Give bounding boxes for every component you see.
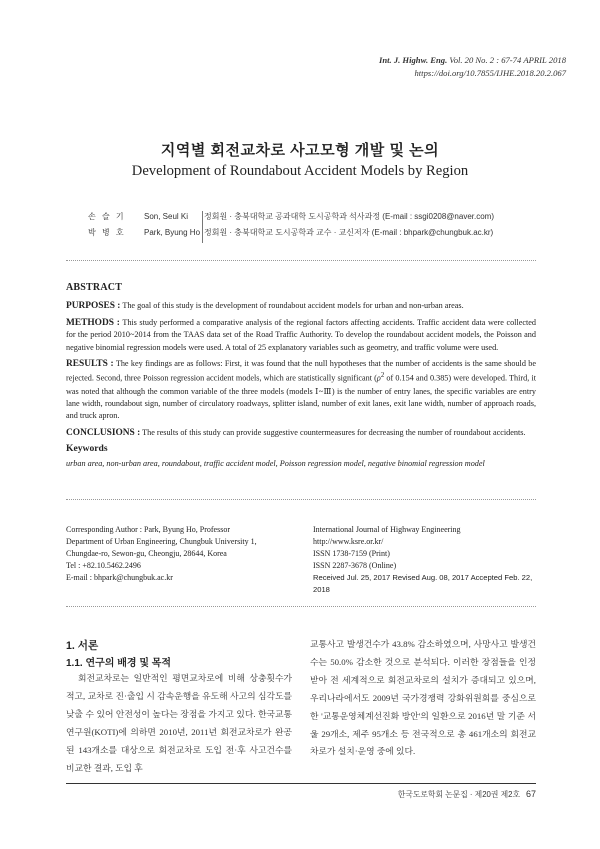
purposes-text: The goal of this study is the development of roundabout accident models for urban and non-urban areas. — [120, 301, 464, 311]
correspondence-line: Tel : +82.10.5462.2496 — [66, 561, 141, 571]
methods-label: METHODS : — [66, 317, 120, 328]
revised-label: Revised — [392, 573, 420, 583]
received-date: Jul. 25, 2017 — [346, 573, 391, 583]
author-name-korean: 손 슬 기 — [88, 212, 126, 221]
author-row-1 — [70, 210, 540, 224]
keywords-heading: Keywords — [66, 443, 108, 455]
correspondence-line: Department of Urban Engineering, Chungbuk University 1, — [66, 537, 257, 547]
keywords-list: urban area, non-urban area, roundabout, traffic accident model, Poisson regression model, negative binomial regression model — [66, 458, 485, 468]
rho-superscript: 2 — [380, 372, 385, 380]
author-name-korean: 박 병 호 — [88, 228, 126, 237]
abstract-heading: ABSTRACT — [66, 282, 123, 293]
author-name-english: Park, Byung Ho — [144, 228, 201, 237]
body-text-right-column: 교통사고 발생건수가 43.8% 감소하였으며, 사망사고 발생건수는 50.0% 감소한 것으로 분석되다. 이러한 장점들을 인정받아 전 세계적으로 회전교차로의 설치가 증대되고 있으며, 우리나라에서도 2009년 국가경쟁력 강화위원회를 중심으로 한 '교통운영체계선진화 방안'의 일환으로 2016년 말 기준 서울 29개소, 제주 95개소 등 전국적으로 총 461개소의 회전교차로가 설치·운영 중에 있다. — [310, 639, 536, 757]
rho-symbol: ρ — [376, 374, 381, 384]
conclusions-text: The results of this study can provide suggestive countermeasures for decreasing the number of roundabout accidents. — [140, 427, 526, 437]
author-row-2 — [70, 226, 540, 240]
page-footer — [398, 789, 536, 800]
author-affiliation: 정회원 · 충북대학교 공과대학 도시공학과 석사과정 (E-mail : ssgi0208@naver.com) — [204, 212, 495, 221]
subsection-heading: 1.1. 연구의 배경 및 목적 — [66, 658, 172, 669]
author-name-english: Son, Seul Ki — [144, 212, 189, 221]
correspondence-block — [66, 524, 306, 584]
conclusions-label: CONCLUSIONS : — [66, 427, 141, 438]
results-text-a: The key findings are as follows: First, it was found that the null hypotheses that the number of accidents is the same should be rejected. Second, three Poisson regression accident models, which are statistically significant ( — [66, 359, 536, 384]
journal-info-line: International Journal of Highway Engineering — [313, 525, 461, 534]
footer-rule — [66, 783, 536, 784]
journal-volume: Vol. 20 No. 2 : 67-74 — [449, 55, 522, 65]
abstract-conclusions — [66, 427, 536, 439]
purposes-label: PURPOSES : — [66, 301, 121, 312]
abstract-purposes — [66, 300, 536, 312]
abstract-methods — [66, 317, 536, 354]
author-affiliation: 정회원 · 충북대학교 도시공학과 교수 · 교신저자 (E-mail : bhpark@chungbuk.ac.kr) — [204, 228, 494, 237]
journal-info-line: ISSN 1738-7159 (Print) — [313, 549, 390, 559]
page-number: 67 — [525, 789, 536, 799]
correspondence-line: Chungdae-ro, Sewon-gu, Cheongju, 28644, Korea — [66, 549, 227, 559]
paper-title-english: Development of Roundabout Accident Models by Region — [131, 163, 469, 179]
journal-abbrev: Int. J. Highw. Eng. — [379, 55, 448, 65]
received-label: Received — [313, 573, 345, 583]
correspondence-email: E-mail : bhpark@chungbuk.ac.kr — [66, 573, 173, 583]
section-heading: 1. 서론 — [66, 640, 99, 652]
revised-date: Aug. 08, 2017 — [421, 573, 469, 583]
journal-date: APRIL 2018 — [523, 55, 566, 65]
accepted-label: Accepted — [470, 573, 503, 583]
dotted-divider-top — [66, 260, 536, 261]
journal-header — [379, 54, 566, 80]
abstract-results — [66, 358, 536, 423]
methods-text: This study performed a comparative analysis of the regional factors affecting accidents. Traffic accident data were collected for the period 2010~2014 from the TAAS data set of the Road Traffic Authority. To develop the roundabout accident models, the Poisson and negative binomial regression models were used. A total of 25 explanatory variables such as geometry, and traffic volume were used. — [66, 317, 536, 352]
correspondence-line: Corresponding Author : Park, Byung Ho, Professor — [66, 525, 230, 534]
dotted-divider-bottom — [66, 606, 536, 607]
body-text-left-column: 회전교차로는 일반적인 평면교차로에 비해 상충횟수가 적고, 교차로 진·출입 시 감속운행을 유도해 사고의 심각도를 낮출 수 있어 안전성이 높다는 장점을 가지고 있다. 한국교통연구원(KOTI)에 의하면 2010년, 2011년 회전교차로가 완공된 143개소를 대상으로 회전교차로 도입 전·후 사고건수를 비교한 결과, 도입 후 — [66, 673, 292, 773]
author-divider — [202, 211, 203, 243]
results-text-b: of 0.154 and 0.385) were developed. Third, it was noted that although the common variable of the three models (models Ⅰ~Ⅲ) is the number of entry lanes, the specific variables are entry lane width, roundabout sign, number of circulatory roadways, splitter island, number of exit lanes, exit lane width, number of approach roads, and truck apron. — [66, 374, 536, 421]
journal-url[interactable]: http://www.ksre.or.kr/ — [313, 537, 384, 547]
doi-link[interactable]: https://doi.org/10.7855/IJHE.2018.20.2.067 — [414, 68, 566, 78]
paper-title-korean: 지역별 회전교차로 사고모형 개발 및 논의 — [160, 142, 440, 159]
journal-info-line: ISSN 2287-3678 (Online) — [313, 561, 397, 571]
dotted-divider-middle — [66, 499, 536, 500]
footer-journal: 한국도로학회 논문집 · 제20권 제2호 — [397, 790, 520, 799]
accepted-date: Feb. 22, 2018 — [313, 573, 533, 595]
results-label: RESULTS : — [66, 359, 114, 370]
submission-dates — [313, 572, 543, 596]
abstract-block — [66, 282, 536, 470]
journal-info-block — [313, 524, 543, 597]
